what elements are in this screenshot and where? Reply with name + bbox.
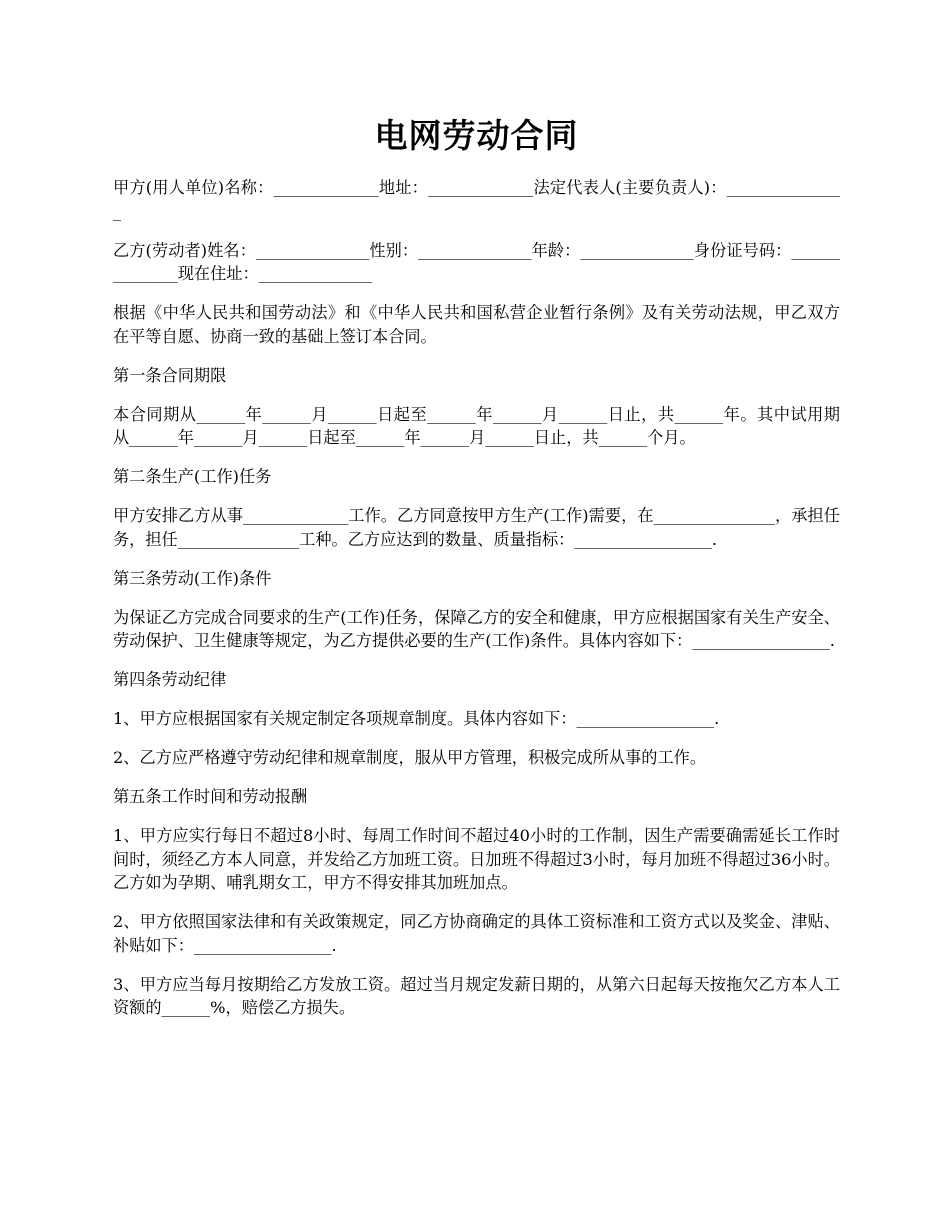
article-3-body: 为保证乙方完成合同要求的生产(工作)任务，保障乙方的安全和健康，甲方应根据国家有关生产安全、劳动保护、卫生健康等规定，为乙方提供必要的生产(工作)条件。具体内容如下：_________________. xyxy=(113,607,840,650)
article-2-heading: 第二条生产(工作)任务 xyxy=(113,467,272,486)
article-4-heading: 第四条劳动纪律 xyxy=(113,670,227,689)
article-5-clause-2: 2、甲方依照国家法律和有关政策规定，同乙方协商确定的具体工资标准和工资方式以及奖金、津贴、补贴如下：_________________. xyxy=(113,912,840,955)
party-a-info: 甲方(用人单位)名称：_____________地址：_____________法定代表人(主要负责人)：_______________ xyxy=(113,178,840,221)
article-5-heading: 第五条工作时间和劳动报酬 xyxy=(113,787,308,806)
article-5-clause-3: 3、甲方应当每月按期给乙方发放工资。超过当月规定发薪日期的，从第六日起每天按拖欠乙方本人工资额的______%，赔偿乙方损失。 xyxy=(113,974,840,1017)
party-b-info: 乙方(劳动者)姓名：______________性别：______________年龄：______________身份证号码：______________现在住址：______________ xyxy=(113,240,840,283)
article-5-clause-1: 1、甲方应实行每日不超过8小时、每周工作时间不超过40小时的工作制，因生产需要确需延长工作时间时，须经乙方本人同意，并发给乙方加班工资。日加班不得超过3小时，每月加班不得超过36小时。乙方如为孕期、哺乳期女工，甲方不得安排其加班加点。 xyxy=(113,826,840,892)
article-2-body: 甲方安排乙方从事_____________工作。乙方同意按甲方生产(工作)需要，在_______________，承担任务，担任_______________工种。乙方应达到的数量、质量指标：_________________. xyxy=(113,506,840,549)
contract-page xyxy=(113,110,840,1035)
article-4-clause-2: 2、乙方应严格遵守劳动纪律和规章制度，服从甲方管理，积极完成所从事的工作。 xyxy=(113,748,707,767)
document-title: 电网劳动合同 xyxy=(374,116,579,155)
article-4-clause-1: 1、甲方应根据国家有关规定制定各项规章制度。具体内容如下：_________________. xyxy=(113,709,720,728)
article-1-body: 本合同期从______年______月______日起至______年______月______日止，共______年。其中试用期从______年______月______日起至______年______月______日止，共______个月。 xyxy=(113,404,840,447)
preamble: 根据《中华人民共和国劳动法》和《中华人民共和国私营企业暂行条例》及有关劳动法规，甲乙双方在平等自愿、协商一致的基础上签订本合同。 xyxy=(113,303,840,346)
article-1-heading: 第一条合同期限 xyxy=(113,365,227,385)
article-3-heading: 第三条劳动(工作)条件 xyxy=(113,568,272,588)
